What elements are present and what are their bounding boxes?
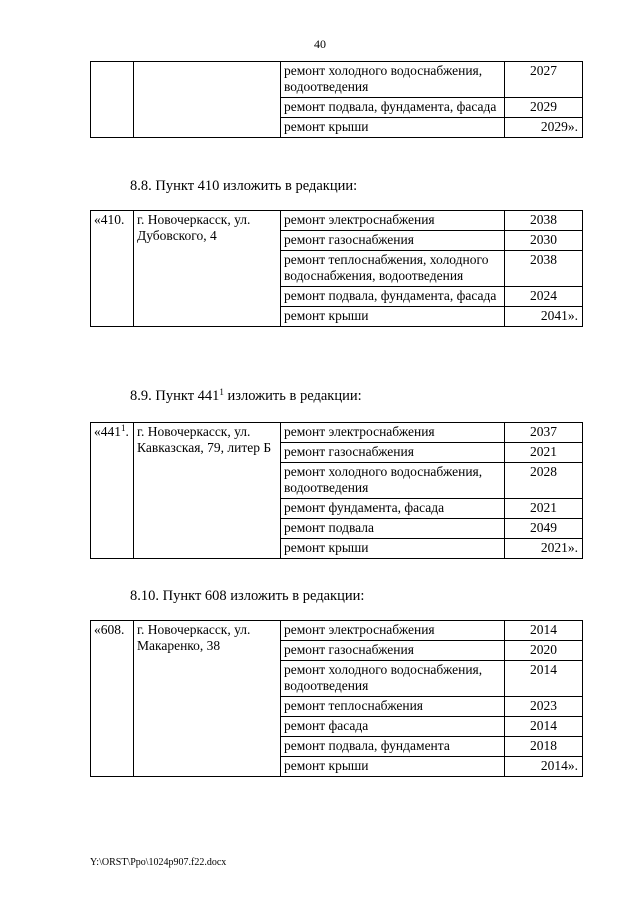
file-path-footer: Y:\ORST\Ppo\1024p907.f22.docx xyxy=(90,857,227,868)
work-cell: ремонт теплоснабжения xyxy=(281,697,505,717)
year-cell: 2029». xyxy=(505,118,583,138)
year-cell: 2041». xyxy=(505,307,583,327)
year-cell: 2024 xyxy=(505,287,583,307)
address-cell xyxy=(134,62,281,138)
work-cell: ремонт газоснабжения xyxy=(281,231,505,251)
number-cell: «608. xyxy=(91,621,134,777)
work-cell: ремонт подвала xyxy=(281,519,505,539)
work-cell: ремонт крыши xyxy=(281,757,505,777)
number-dot: . xyxy=(125,424,129,439)
work-cell: ремонт подвала, фундамента xyxy=(281,737,505,757)
paragraph-text-before: 8.9. Пункт 441 xyxy=(130,388,220,404)
paragraph-8-10: 8.10. Пункт 608 изложить в редакции: xyxy=(130,588,365,604)
work-cell: ремонт крыши xyxy=(281,118,505,138)
year-cell: 2021». xyxy=(505,539,583,559)
address-cell: г. Новочеркасск, ул. Дубовского, 4 xyxy=(134,211,281,327)
table-item-441-1 xyxy=(90,422,583,559)
number-text: «441 xyxy=(94,424,121,439)
work-cell: ремонт крыши xyxy=(281,307,505,327)
work-cell: ремонт фундамента, фасада xyxy=(281,499,505,519)
number-superscript: 1 xyxy=(121,423,126,433)
table-item-608 xyxy=(90,620,583,777)
year-cell: 2021 xyxy=(505,443,583,463)
year-cell: 2038 xyxy=(505,251,583,287)
year-cell: 2014 xyxy=(505,717,583,737)
year-cell: 2020 xyxy=(505,641,583,661)
page-number: 40 xyxy=(314,37,326,51)
work-cell: ремонт холодного водоснабжения, водоотведения xyxy=(281,62,505,98)
year-cell: 2021 xyxy=(505,499,583,519)
work-cell: ремонт крыши xyxy=(281,539,505,559)
paragraph-8-9 xyxy=(130,388,362,405)
year-cell: 2014 xyxy=(505,621,583,641)
year-cell: 2030 xyxy=(505,231,583,251)
year-cell: 2018 xyxy=(505,737,583,757)
year-cell: 2029 xyxy=(505,98,583,118)
work-cell: ремонт электроснабжения xyxy=(281,211,505,231)
work-cell: ремонт теплоснабжения, холодного водоснабжения, водоотведения xyxy=(281,251,505,287)
paragraph-text-after: изложить в редакции: xyxy=(223,388,362,404)
work-cell: ремонт газоснабжения xyxy=(281,443,505,463)
year-cell: 2037 xyxy=(505,423,583,443)
number-cell: «410. xyxy=(91,211,134,327)
continuation-table xyxy=(90,61,583,138)
superscript: 1 xyxy=(219,387,224,397)
work-cell: ремонт подвала, фундамента, фасада xyxy=(281,287,505,307)
paragraph-8-8: 8.8. Пункт 410 изложить в редакции: xyxy=(130,178,358,194)
year-cell: 2014 xyxy=(505,661,583,697)
number-cell xyxy=(91,62,134,138)
year-cell: 2014». xyxy=(505,757,583,777)
address-cell: г. Новочеркасск, ул. Кавказская, 79, литер Б xyxy=(134,423,281,559)
work-cell: ремонт холодного водоснабжения, водоотведения xyxy=(281,661,505,697)
year-cell: 2049 xyxy=(505,519,583,539)
year-cell: 2038 xyxy=(505,211,583,231)
year-cell: 2028 xyxy=(505,463,583,499)
work-cell: ремонт электроснабжения xyxy=(281,621,505,641)
table-item-410 xyxy=(90,210,583,327)
work-cell: ремонт холодного водоснабжения, водоотведения xyxy=(281,463,505,499)
address-cell: г. Новочеркасск, ул. Макаренко, 38 xyxy=(134,621,281,777)
work-cell: ремонт фасада xyxy=(281,717,505,737)
number-cell xyxy=(91,423,134,559)
year-cell: 2023 xyxy=(505,697,583,717)
work-cell: ремонт электроснабжения xyxy=(281,423,505,443)
year-cell: 2027 xyxy=(505,62,583,98)
work-cell: ремонт подвала, фундамента, фасада xyxy=(281,98,505,118)
work-cell: ремонт газоснабжения xyxy=(281,641,505,661)
